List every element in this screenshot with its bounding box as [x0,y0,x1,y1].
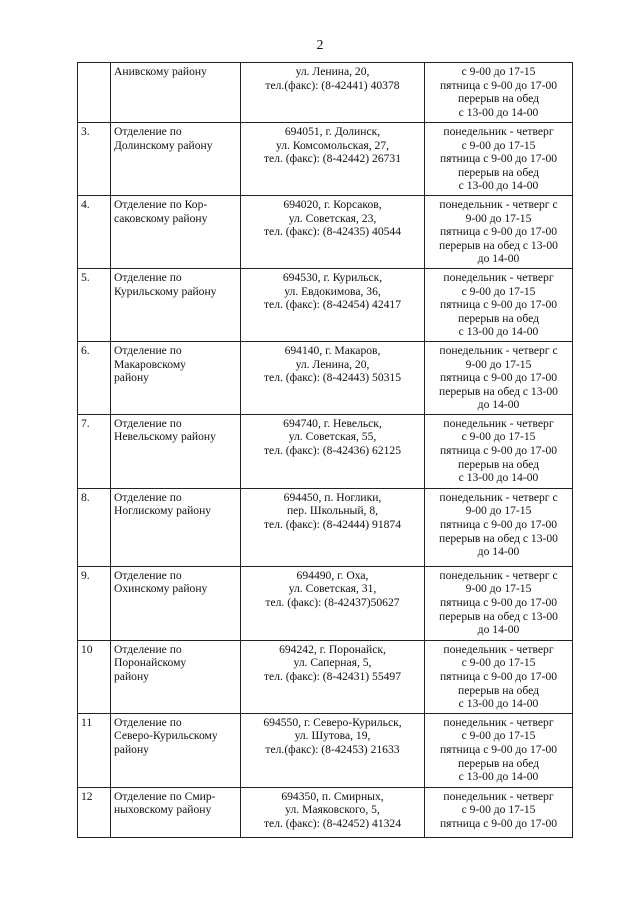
office-address-line: тел. (факс): (8-42452) 41324 [263,817,402,831]
row-number: 7. [81,416,90,430]
office-address-cell [241,123,425,196]
office-name-line: району [114,371,149,385]
row-number: 10 [81,642,93,656]
office-address-cell [241,341,425,414]
office-address-line: тел. (факс): (8-42454) 42417 [263,298,402,312]
office-name-line: району [114,670,149,684]
office-hours-line: пятница с 9-00 до 17-00 [439,670,558,684]
office-hours-line: понедельник - четверг с [439,568,558,582]
office-name-line: Отделение по [114,568,182,582]
office-name-cell [111,195,241,268]
office-hours-line: с 13-00 до 14-00 [458,770,539,784]
office-hours-line: 9-00 до 17-15 [465,504,532,518]
office-address-line: тел. (факс): (8-42437)50627 [265,596,400,610]
office-address-cell [241,414,425,488]
office-address-line: тел. (факс): (8-42431) 55497 [263,670,402,684]
table-row [78,195,573,268]
office-hours-line: с 9-00 до 17-15 [461,138,536,152]
office-hours-line: пятница с 9-00 до 17-00 [439,596,558,610]
row-number: 9. [81,568,90,582]
office-address-line: 694550, г. Северо-Курильск, [263,715,402,729]
office-address-line: тел. (факс): (8-42436) 62125 [263,444,402,458]
office-name-cell [111,566,241,640]
office-hours-line: с 13-00 до 14-00 [458,179,539,193]
office-hours-line: пятница с 9-00 до 17-00 [439,78,558,92]
office-address-line: тел. (факс): (8-42435) 40544 [263,225,402,239]
office-address-line: 694020, г. Корсаков, [283,197,382,211]
office-name-line: Поронайскому [114,656,187,670]
office-address-line: тел. (факс): (8-42444) 91874 [263,518,402,532]
office-hours-line: до 14-00 [477,623,520,637]
office-address-cell [241,195,425,268]
offices-table [77,62,573,838]
office-name-line: Курильскому району [114,284,217,298]
office-name-line: Отделение по [114,642,182,656]
row-number: 8. [81,490,90,504]
office-name-line: Невельскому району [114,430,216,444]
office-hours-line: пятница с 9-00 до 17-00 [439,298,558,312]
office-address-line: 694530, г. Курильск, [282,270,383,284]
office-name-line: Северо-Курильскому [114,729,218,743]
office-address-line: тел. (факс): (8-42443) 50315 [263,371,402,385]
office-hours-line: с 13-00 до 14-00 [458,105,539,119]
page-number: 2 [316,38,324,53]
office-name-cell [111,63,241,123]
table-row [78,713,573,787]
office-hours-line: перерыв на обед [458,756,539,770]
office-address-cell [241,713,425,787]
office-address-cell [241,63,425,123]
office-name-line: Отделение по [114,416,182,430]
office-hours-line: до 14-00 [477,545,520,559]
office-hours-line: с 9-00 до 17-15 [461,803,536,817]
table-row [78,123,573,196]
office-hours-line: перерыв на обед [458,683,539,697]
office-hours-line: до 14-00 [477,252,520,266]
office-address-cell [241,787,425,837]
office-hours-cell [425,414,573,488]
row-number-cell [78,640,111,713]
row-number: 4. [81,197,90,211]
office-hours-line: 9-00 до 17-15 [465,582,532,596]
row-number: 5. [81,270,90,284]
table-row [78,63,573,123]
office-name-line: Отделение по Смир- [114,789,216,803]
row-number-cell [78,123,111,196]
row-number-cell [78,488,111,566]
office-name-cell [111,713,241,787]
row-number: 12 [81,789,93,803]
office-name-cell [111,414,241,488]
office-address-line: 694450, п. Ноглики, [283,490,382,504]
office-address-line: ул. Шутова, 19, [294,729,371,743]
office-address-line: ул. Евдокимова, 36, [284,284,381,298]
office-address-line: 694350, п. Смирных, [281,789,384,803]
row-number-cell [78,787,111,837]
office-address-line: 694242, г. Поронайск, [279,642,386,656]
office-name-line: Отделение по [114,270,182,284]
office-hours-line: понедельник - четверг [443,715,554,729]
office-name-cell [111,341,241,414]
table-row [78,566,573,640]
row-number-cell [78,268,111,341]
office-address-line: 694140, г. Макаров, [284,343,381,357]
row-number-cell [78,63,111,123]
office-hours-cell [425,63,573,123]
office-hours-line: понедельник - четверг с [439,197,558,211]
office-hours-line: пятница с 9-00 до 17-00 [439,152,558,166]
office-hours-line: понедельник - четверг с [439,490,558,504]
office-name-line: Ноглискому району [114,504,212,518]
row-number: 11 [81,715,93,729]
office-hours-cell [425,566,573,640]
office-hours-line: с 13-00 до 14-00 [458,697,539,711]
office-hours-cell [425,787,573,837]
row-number: 3. [81,125,90,138]
table-row [78,341,573,414]
office-hours-line: перерыв на обед [458,165,539,179]
office-name-cell [111,268,241,341]
office-name-line: району [114,743,149,757]
office-hours-line: с 13-00 до 14-00 [458,471,539,485]
office-hours-line: понедельник - четверг [443,125,554,138]
office-hours-cell [425,341,573,414]
row-number-cell [78,341,111,414]
office-address-line: тел.(факс): (8-42441) 40378 [265,78,400,92]
office-name-cell [111,123,241,196]
office-hours-line: перерыв на обед с 13-00 [439,238,558,252]
office-address-cell [241,268,425,341]
office-hours-line: пятница с 9-00 до 17-00 [439,817,558,831]
office-name-line: Охинскому району [114,582,208,596]
office-hours-cell [425,488,573,566]
office-name-line: Отделение по [114,490,182,504]
office-address-cell [241,566,425,640]
office-address-line: ул. Саперная, 5, [293,656,372,670]
office-name-line: Отделение по [114,715,182,729]
office-name-line: саковскому району [114,211,208,225]
office-hours-line: до 14-00 [477,398,520,412]
row-number: 6. [81,343,90,357]
row-number-cell [78,195,111,268]
office-hours-cell [425,195,573,268]
office-name-cell [111,640,241,713]
office-hours-line: пятница с 9-00 до 17-00 [439,371,558,385]
table-row [78,787,573,837]
office-address-line: 694490, г. Оха, [296,568,369,582]
office-hours-cell [425,640,573,713]
office-hours-line: понедельник - четверг [443,416,554,430]
office-name-line: Отделение по [114,343,182,357]
office-address-line: ул. Советская, 23, [288,211,377,225]
table-row [78,640,573,713]
office-name-line: Отделение по [114,125,182,138]
office-name-line: Макаровскому [114,357,186,371]
office-hours-line: пятница с 9-00 до 17-00 [439,225,558,239]
office-hours-line: пятница с 9-00 до 17-00 [439,518,558,532]
office-name-line: Долинскому району [114,138,213,152]
office-address-line: 694740, г. Невельск, [283,416,382,430]
office-hours-line: перерыв на обед с 13-00 [439,531,558,545]
office-hours-line: перерыв на обед [458,457,539,471]
table-row [78,488,573,566]
office-address-line: 694051, г. Долинск, [284,125,381,138]
office-address-line: ул. Ленина, 20, [295,65,370,78]
office-hours-line: 9-00 до 17-15 [465,357,532,371]
office-address-cell [241,640,425,713]
office-hours-line: перерыв на обед с 13-00 [439,609,558,623]
office-address-line: тел.(факс): (8-42453) 21633 [265,743,400,757]
office-address-line: ул. Комсомольская, 27, [275,138,390,152]
office-name-cell [111,787,241,837]
office-hours-cell [425,268,573,341]
office-hours-line: понедельник - четверг [443,270,554,284]
row-number-cell [78,414,111,488]
office-name-line: Анивскому району [114,65,207,78]
office-hours-line: понедельник - четверг [443,642,554,656]
office-hours-cell [425,123,573,196]
office-hours-line: с 9-00 до 17-15 [461,656,536,670]
office-hours-line: перерыв на обед [458,311,539,325]
office-address-line: тел. (факс): (8-42442) 26731 [263,152,402,166]
office-address-line: пер. Школьный, 8, [286,504,379,518]
office-hours-line: понедельник - четверг [443,789,554,803]
offices-table-body [78,63,573,838]
office-name-line: Отделение по Кор- [114,197,208,211]
office-hours-line: перерыв на обед с 13-00 [439,384,558,398]
office-address-line: ул. Советская, 55, [288,430,377,444]
office-name-line: ныховскому району [114,803,212,817]
office-hours-line: с 9-00 до 17-15 [461,284,536,298]
table-row [78,414,573,488]
office-hours-line: с 9-00 до 17-15 [461,65,536,78]
office-hours-cell [425,713,573,787]
office-hours-line: понедельник - четверг с [439,343,558,357]
office-hours-line: с 9-00 до 17-15 [461,430,536,444]
office-name-cell [111,488,241,566]
office-address-line: ул. Маяковского, 5, [285,803,380,817]
office-hours-line: 9-00 до 17-15 [465,211,532,225]
office-hours-line: пятница с 9-00 до 17-00 [439,743,558,757]
row-number-cell [78,566,111,640]
office-hours-line: перерыв на обед [458,92,539,106]
office-hours-line: с 9-00 до 17-15 [461,729,536,743]
office-hours-line: с 13-00 до 14-00 [458,325,539,339]
office-address-line: ул. Ленина, 20, [295,357,370,371]
office-address-cell [241,488,425,566]
row-number-cell [78,713,111,787]
office-hours-line: пятница с 9-00 до 17-00 [439,444,558,458]
table-row [78,268,573,341]
office-address-line: ул. Советская, 31, [288,582,377,596]
